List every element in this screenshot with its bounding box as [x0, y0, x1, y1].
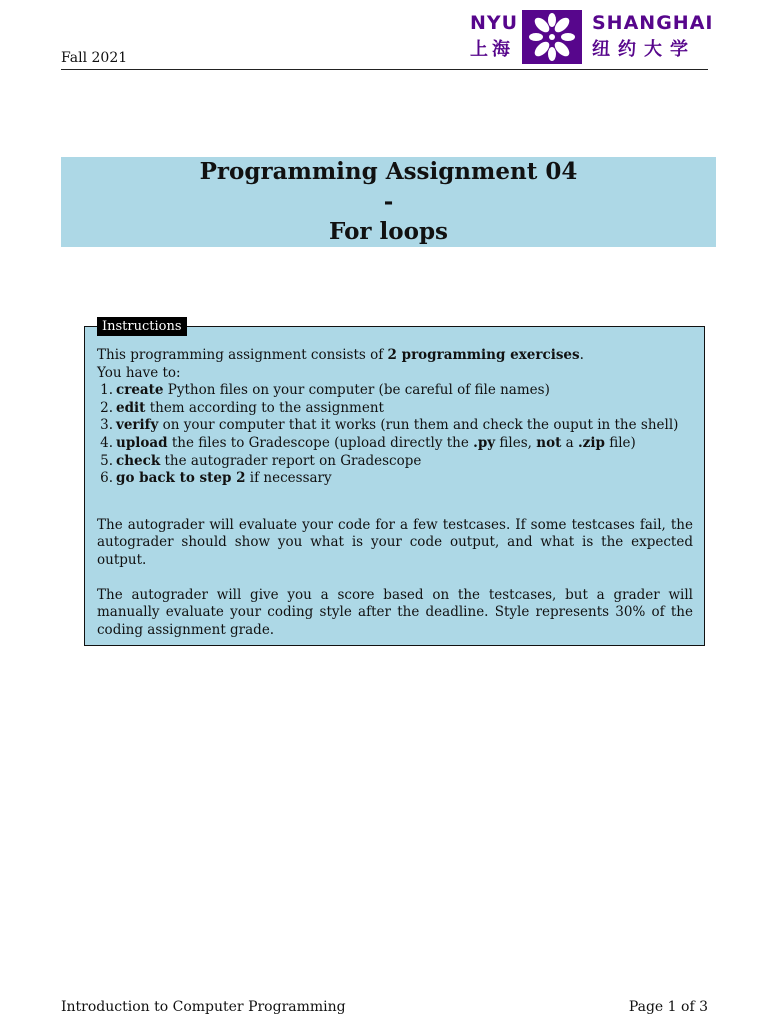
nyu-torch-emblem-icon [522, 10, 582, 64]
instructions-box [84, 326, 705, 646]
title-line-1: Programming Assignment 04 [199, 158, 578, 185]
footer-course: Introduction to Computer Programming [61, 999, 346, 1015]
step-text: file) [604, 434, 636, 451]
footer-page-number: Page 1 of 3 [628, 999, 708, 1015]
step-keyword: verify [116, 417, 159, 434]
intro-text: This programming assignment consists of [97, 347, 388, 363]
step-number: 5. [100, 452, 113, 469]
step-keyword: upload [116, 434, 168, 451]
step-text: files, [495, 434, 537, 451]
instructions-content [97, 347, 693, 639]
step-number: 1. [100, 382, 113, 399]
step-text: the files to Gradescope (upload directly the [167, 434, 474, 451]
step-keyword: not [536, 434, 562, 451]
step-text: a [561, 434, 578, 451]
step-keyword: create [116, 382, 164, 399]
you-have-to: You have to: [97, 364, 181, 381]
step-number: 2. [100, 399, 113, 416]
list-item [97, 382, 693, 400]
step-text: them according to the assignment [145, 399, 384, 416]
step-keyword: check [116, 452, 161, 469]
step-text: the autograder report on Gradescope [160, 452, 422, 469]
logo-chinese-right: 纽约大学 [592, 39, 696, 60]
list-item [97, 470, 693, 488]
list-item [97, 417, 693, 435]
list-item [97, 435, 693, 453]
semester-label: Fall 2021 [61, 50, 128, 66]
intro-bold: 2 programming exercises [387, 347, 580, 363]
title-line-2: - [383, 188, 394, 215]
step-text: on your computer that it works (run them and check the ouput in the shell) [158, 417, 679, 434]
list-item [97, 453, 693, 471]
nyu-shanghai-logo [470, 10, 714, 64]
header-rule [61, 69, 708, 70]
steps-list [97, 382, 693, 488]
step-text: Python files on your computer (be careful of file names) [163, 382, 550, 399]
title-line-3: For loops [329, 218, 448, 245]
title-banner [61, 157, 716, 247]
list-item [97, 400, 693, 418]
step-number: 6. [100, 470, 113, 487]
step-keyword: edit [116, 399, 146, 416]
step-number: 3. [100, 417, 113, 434]
autograder-paragraph: The autograder will evaluate your code for a few testcases. If some testcases fail, the autograder should show you what is your code output, and what is the expected output. [97, 516, 693, 568]
logo-nyu-text: NYU [470, 12, 519, 34]
logo-shanghai-text: SHANGHAI [592, 12, 714, 34]
instructions-tag: Instructions [97, 317, 187, 336]
step-number: 4. [100, 434, 113, 451]
intro-end: . [579, 347, 584, 363]
intro-sentence [97, 347, 693, 365]
step-keyword: go back to step 2 [116, 470, 246, 487]
step-keyword: .py [473, 434, 496, 451]
step-text: if necessary [245, 470, 332, 487]
step-keyword: .zip [577, 434, 605, 451]
logo-chinese-left: 上海 [470, 39, 514, 60]
style-paragraph: The autograder will give you a score based on the testcases, but a grader will manually evaluate your coding style after the deadline. Style represents 30% of the coding assignment grade. [97, 586, 693, 638]
